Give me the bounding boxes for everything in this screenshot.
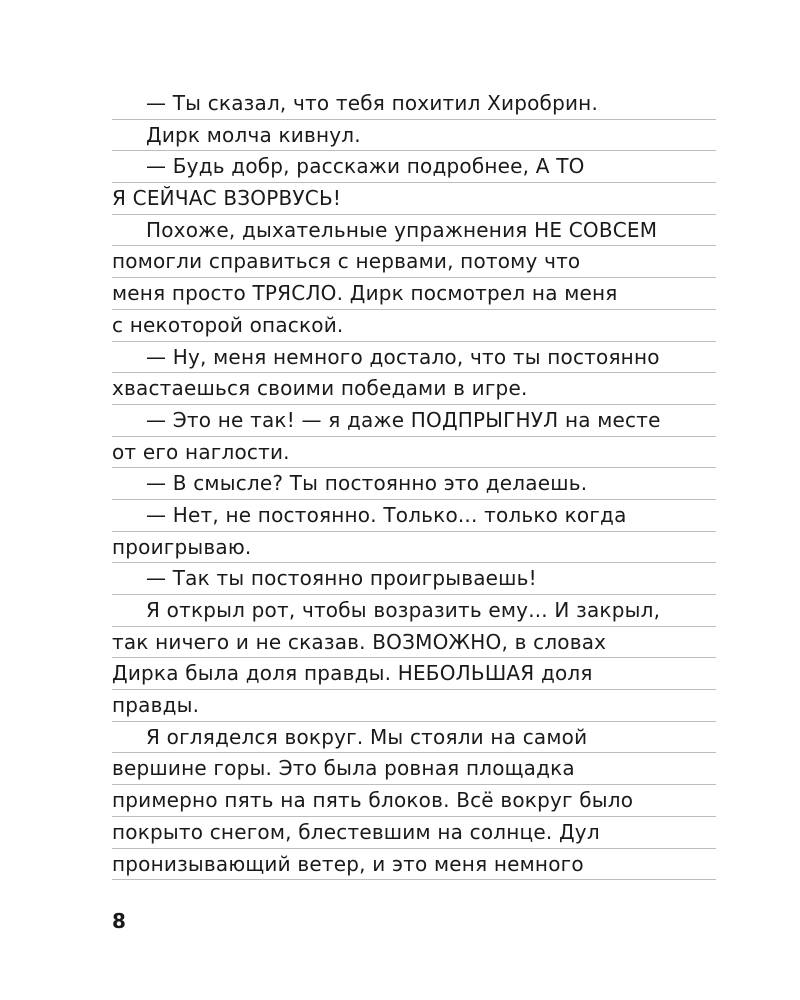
text-line: примерно пять на пять блоков. Всё вокруг было — [112, 785, 716, 817]
text-line: меня просто ТРЯСЛО. Дирк посмотрел на меня — [112, 278, 716, 310]
text-line: Я СЕЙЧАС ВЗОРВУСЬ! — [112, 183, 716, 215]
text-line: Я огляделся вокруг. Мы стояли на самой — [112, 722, 716, 754]
text-line: — Ну, меня немного достало, что ты постоянно — [112, 342, 716, 374]
text-line: с некоторой опаской. — [112, 310, 716, 342]
text-line: — Так ты постоянно проигрываешь! — [112, 563, 716, 595]
text-line: Дирка была доля правды. НЕБОЛЬШАЯ доля — [112, 658, 716, 690]
text-line: — Будь добр, расскажи подробнее, А ТО — [112, 151, 716, 183]
text-line: Дирк молча кивнул. — [112, 120, 716, 152]
text-line: проигрываю. — [112, 532, 716, 564]
text-line: — Это не так! — я даже ПОДПРЫГНУЛ на месте — [112, 405, 716, 437]
text-line: Я открыл рот, чтобы возразить ему... И закрыл, — [112, 595, 716, 627]
text-line: так ничего и не сказав. ВОЗМОЖНО, в словах — [112, 627, 716, 659]
text-line: покрыто снегом, блестевшим на солнце. Дул — [112, 817, 716, 849]
text-line: — В смысле? Ты постоянно это делаешь. — [112, 468, 716, 500]
page-number: 8 — [112, 909, 126, 933]
text-line: вершине горы. Это была ровная площадка — [112, 753, 716, 785]
text-line: помогли справиться с нервами, потому что — [112, 246, 716, 278]
text-line: правды. — [112, 690, 716, 722]
page-text — [112, 88, 716, 880]
text-line: — Нет, не постоянно. Только... только когда — [112, 500, 716, 532]
text-line: — Ты сказал, что тебя похитил Хиробрин. — [112, 88, 716, 120]
text-line: Похоже, дыхательные упражнения НЕ СОВСЕМ — [112, 215, 716, 247]
text-line: хвастаешься своими победами в игре. — [112, 373, 716, 405]
text-line: от его наглости. — [112, 437, 716, 469]
text-line: пронизывающий ветер, и это меня немного — [112, 849, 716, 881]
